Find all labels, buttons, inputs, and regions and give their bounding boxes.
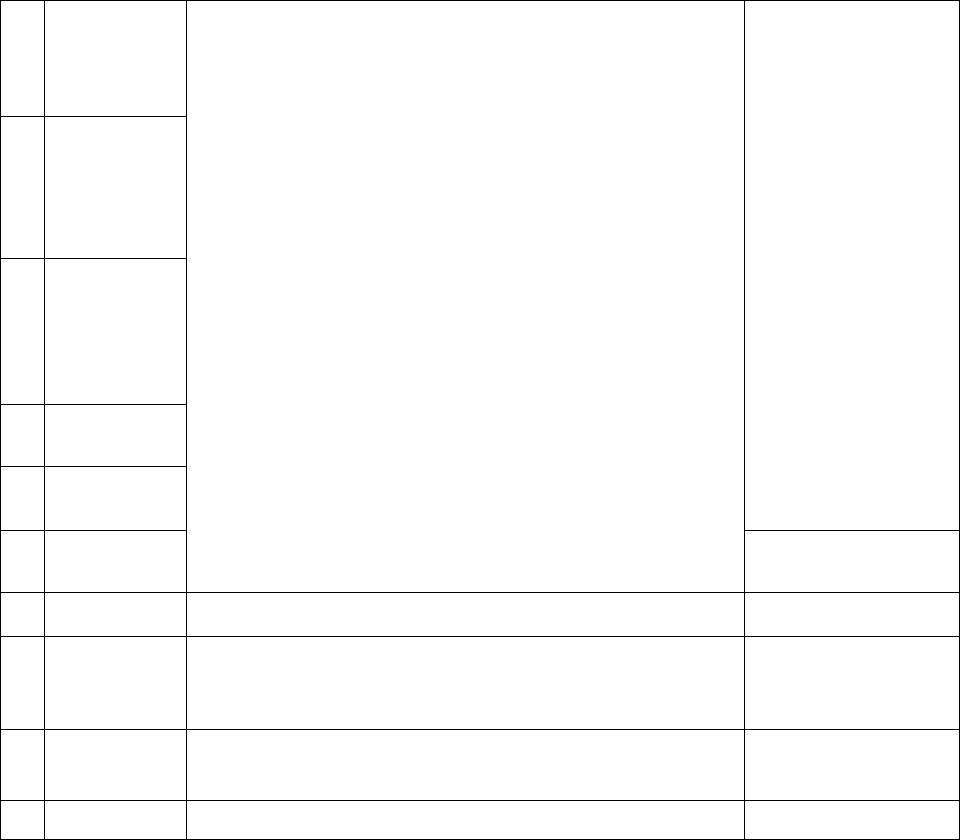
unit-of-measure [474,116,534,258]
row-number [0,404,44,466]
reference-number [436,258,478,404]
reference-number [436,636,478,729]
item-category [269,729,352,800]
ken-code [675,258,744,404]
unit-of-measure [474,530,534,592]
unit-of-measure [474,592,534,636]
table-border [186,800,960,801]
table-border [0,404,186,405]
price-value [610,729,675,800]
table-border [0,0,1,840]
item-description [44,404,186,466]
item-category [269,116,352,258]
reference-number [436,729,478,800]
item-code [186,800,269,840]
item-description [44,116,186,258]
reference-number [436,530,478,592]
reference-number [436,800,478,840]
item-description [44,530,186,592]
item-description [44,800,186,840]
price-value [610,636,675,729]
row-number [0,729,44,800]
quantity [530,530,610,592]
item-category [269,404,352,466]
item-code [186,530,269,592]
quantity [530,592,610,636]
item-code [186,258,269,404]
cpv-code [352,404,436,466]
price-value [610,530,675,592]
table-border [186,0,187,840]
item-code [186,404,269,466]
cpv-code [352,258,436,404]
cpv-code [352,636,436,729]
row-number [0,592,44,636]
reference-number [436,0,478,116]
quantity [530,404,610,466]
reference-number [436,116,478,258]
table-border [0,636,186,637]
unit-of-measure [474,258,534,404]
quantity [530,636,610,729]
quantity [530,729,610,800]
cpv-code [352,729,436,800]
cpv-code [352,0,436,116]
unit-of-measure [474,0,534,116]
table-border [0,592,186,593]
row-number [0,800,44,840]
cpv-code [352,592,436,636]
item-description [44,729,186,800]
ken-code [675,729,744,800]
cpv-code [352,530,436,592]
ken-code [675,116,744,258]
price-value [610,466,675,530]
table-border [0,800,186,801]
ken-code [675,800,744,840]
table-border [0,466,186,467]
table-border [44,0,45,840]
item-category [269,258,352,404]
table-border [0,530,186,531]
row-number [0,116,44,258]
price-value [610,592,675,636]
price-value [610,404,675,466]
cpv-code [352,116,436,258]
quantity [530,0,610,116]
note-n40_42 [748,0,956,404]
ken-code [675,592,744,636]
item-code [186,0,269,116]
row-number [0,466,44,530]
table-border [0,0,960,1]
reference-number [436,466,478,530]
item-category [269,592,352,636]
ken-code [675,636,744,729]
item-description [44,258,186,404]
ken-code [675,0,744,116]
row-number [0,0,44,116]
cpv-code [352,800,436,840]
item-code [186,466,269,530]
ken-code [675,404,744,466]
price-value [610,800,675,840]
table-border [186,592,960,593]
item-description [44,592,186,636]
quantity [530,116,610,258]
ken-code [675,530,744,592]
table-border [186,636,960,637]
item-category [269,636,352,729]
item-code [186,636,269,729]
note-n48 [748,729,956,800]
row-number [0,258,44,404]
item-code [186,592,269,636]
item-description [44,466,186,530]
reference-number [436,404,478,466]
table-border [0,258,186,259]
note-n47 [748,636,956,729]
item-category [269,0,352,116]
price-value [610,0,675,116]
item-category [269,530,352,592]
table-border [744,0,745,840]
reference-number [436,592,478,636]
quantity [530,466,610,530]
item-category [269,800,352,840]
item-code [186,729,269,800]
note-n45 [748,530,956,592]
unit-of-measure [474,636,534,729]
item-code [186,116,269,258]
item-description [44,0,186,116]
unit-of-measure [474,466,534,530]
table-border [0,116,186,117]
quantity [530,258,610,404]
row-number [0,636,44,729]
item-description [44,636,186,729]
table-border [0,729,186,730]
price-value [610,258,675,404]
item-category [269,466,352,530]
unit-of-measure [474,404,534,466]
quantity [530,800,610,840]
unit-of-measure [474,729,534,800]
note-n46 [748,592,956,636]
price-value [610,116,675,258]
table-border [186,729,960,730]
row-number [0,530,44,592]
table-border [744,530,960,531]
ken-code [675,466,744,530]
cpv-code [352,466,436,530]
unit-of-measure [474,800,534,840]
